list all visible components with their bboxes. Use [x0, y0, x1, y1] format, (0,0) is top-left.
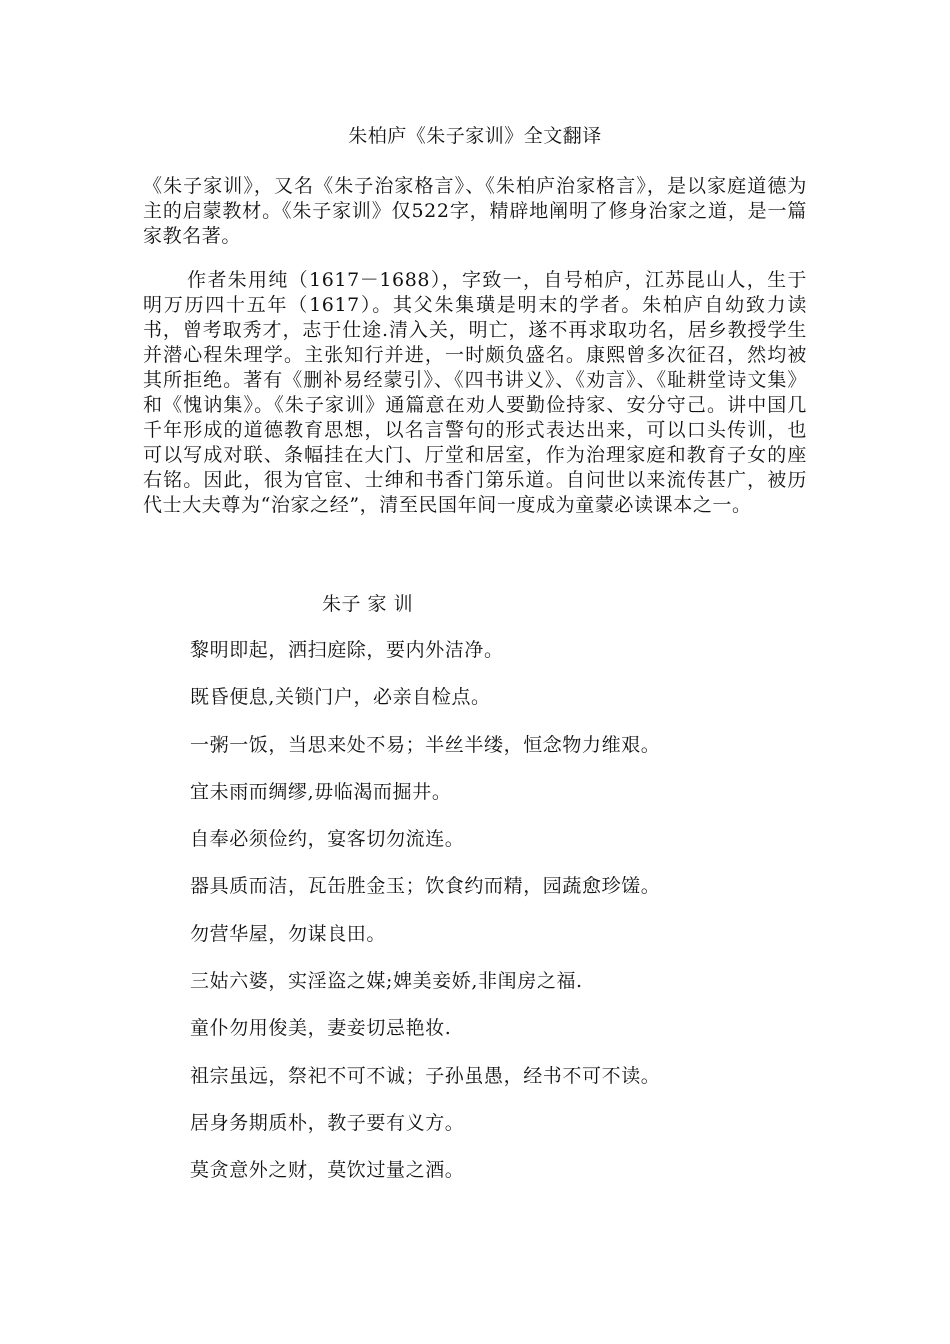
verse-line: 器具质而洁，瓦缶胜金玉；饮食约而精，园蔬愈珍馐。	[190, 875, 661, 898]
verse-line: 黎明即起，洒扫庭除，要内外洁净。	[190, 639, 504, 661]
verse-line: 莫贪意外之财，莫饮过量之酒。	[190, 1159, 465, 1182]
author-paragraph: 作者朱用纯（1617－1688），字致一，自号柏庐，江苏昆山人，生于明万历四十五年（1617）。其父朱集璜是明末的学者。朱柏庐自幼致力读书，曾考取秀才，志于仕途.清入关，明亡，遂不再求取功名，居乡教授学生并潜心程朱理学。主张知行并进，一时颇负盛名。康熙曾多次征召，然均被其所拒绝。著有《删补易经蒙引》、《四书讲义》、《劝言》、《耻耕堂诗文集》和《愧讷集》。《朱子家训》通篇意在劝人要勤俭持家、安分守己。讲中国几千年形成的道德教育思想，以名言警句的形式表达出来，可以口头传训，也可以写成对联、条幅挂在大门、厅堂和居室，作为治理家庭和教育子女的座右铭。因此，很为官宦、士绅和书香门第乐道。自问世以来流传甚广，被历代士大夫尊为“治家之经”，清至民国年间一度成为童蒙必读课本之一。	[143, 269, 807, 516]
verse-line: 三姑六婆，实淫盗之媒;婢美妾娇,非闺房之福.	[190, 970, 583, 993]
verse-line: 一粥一饭，当思来处不易；半丝半缕，恒念物力维艰。	[190, 733, 661, 756]
verse-list	[190, 636, 660, 1204]
section-title: 朱子 家 训	[322, 593, 414, 615]
verse-line: 自奉必须俭约，宴客切勿流连。	[190, 828, 465, 851]
verse-line: 勿营华屋，勿谋良田。	[190, 922, 387, 945]
verse-line: 既昏便息,关锁门户，必亲自检点。	[190, 686, 491, 709]
verse-line: 祖宗虽远，祭祀不可不诚；子孙虽愚，经书不可不读。	[190, 1064, 661, 1087]
intro-paragraph: 《朱子家训》，又名《朱子治家格言》、《朱柏庐治家格言》，是以家庭道德为主的启蒙教材。《朱子家训》仅522字，精辟地阐明了修身治家之道，是一篇家教名著。	[143, 175, 807, 247]
document-title: 朱柏庐《朱子家训》全文翻译	[348, 125, 602, 147]
verse-line: 童仆勿用俊美，妻妾切忌艳妆.	[190, 1017, 452, 1040]
verse-line: 宜未雨而绸缪,毋临渴而掘井。	[190, 780, 452, 803]
verse-line: 居身务期质朴，教子要有义方。	[190, 1111, 465, 1134]
